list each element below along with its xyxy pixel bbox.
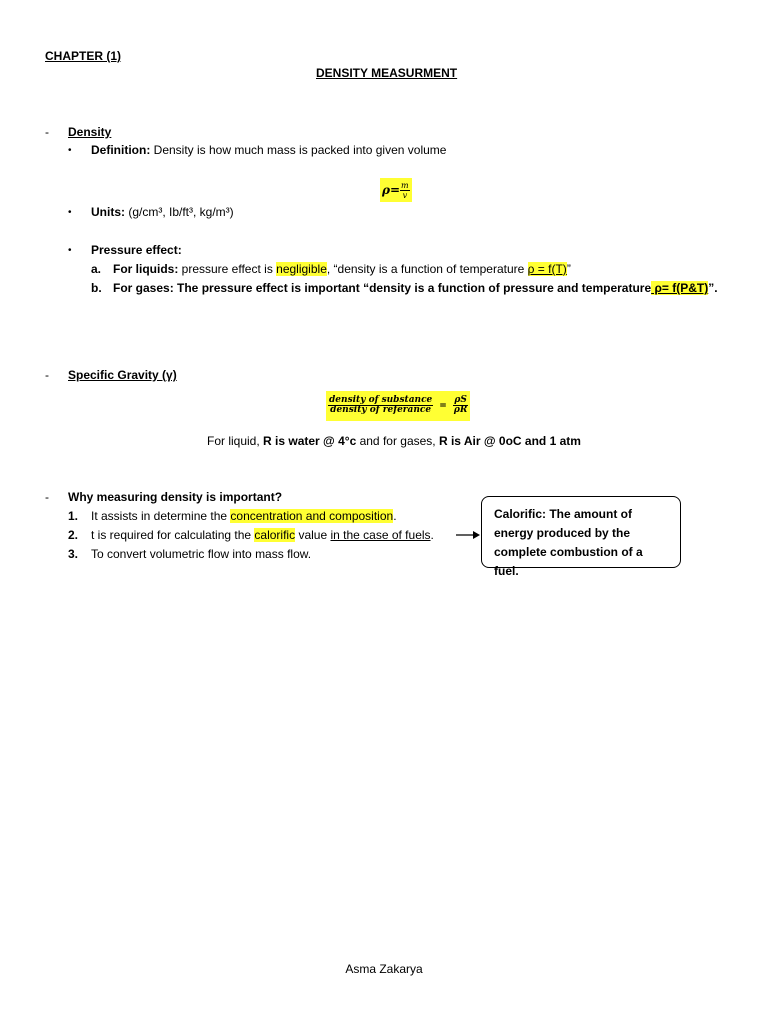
liquids-line: [113, 262, 571, 276]
liquids-formula: ρ = f(T): [527, 262, 567, 276]
sg-denominator: density of referance: [330, 405, 432, 415]
section-dash: -: [45, 125, 49, 139]
liquids-pre: pressure effect is: [178, 262, 277, 276]
bullet-icon: •: [68, 207, 72, 218]
gases-line: [113, 281, 718, 295]
importance-heading: Why measuring density is important?: [68, 490, 283, 504]
item-post: .: [430, 528, 434, 542]
bullet-icon: •: [68, 145, 72, 156]
fuels-underline: in the case of fuels: [330, 528, 431, 542]
liquids-label: For liquids:: [113, 262, 179, 276]
definition-line: [91, 143, 446, 157]
definition-text: Density is how much mass is packed into given volume: [150, 143, 447, 157]
item-post: .: [393, 509, 397, 523]
list-item: [91, 547, 311, 561]
formula-lhs: ρ=: [382, 183, 401, 197]
liquids-mid: , “density is a function of temperature: [326, 262, 528, 276]
note-water: R is water @ 4°c: [263, 434, 357, 448]
list-marker: 3.: [68, 547, 79, 561]
formula-numerator: m: [401, 181, 409, 191]
calorific-highlight: calorific: [254, 528, 296, 542]
composition-highlight: concentration and composition: [230, 509, 394, 523]
specific-gravity-formula: [326, 384, 470, 421]
sg-numerator: density of substance: [329, 395, 433, 405]
page-title: DENSITY MEASURMENT: [316, 66, 458, 80]
negligible-highlight: negligible: [276, 262, 327, 276]
formula-denominator: v: [402, 191, 408, 201]
definition-label: Definition:: [91, 143, 151, 157]
units-label: Units:: [91, 205, 125, 219]
gases-post: ”.: [708, 281, 718, 295]
pressure-effect-label: Pressure effect:: [91, 243, 182, 257]
specific-gravity-heading: Specific Gravity (γ): [68, 368, 177, 382]
item-text: It assists in determine the: [91, 509, 231, 523]
bullet-icon: •: [68, 245, 72, 256]
section-dash: -: [45, 490, 49, 504]
list-marker: a.: [91, 262, 102, 276]
gases-formula: ρ= f(P&T): [651, 281, 709, 295]
sg-rho-s: ρS: [454, 395, 467, 405]
reference-note: [207, 434, 581, 448]
note-mid: and for gases,: [356, 434, 439, 448]
density-formula: [380, 178, 412, 202]
sg-equals: =: [439, 400, 447, 411]
list-marker: b.: [91, 281, 102, 295]
list-marker: 2.: [68, 528, 79, 542]
units-line: [91, 205, 234, 219]
list-item: [91, 509, 397, 523]
item-text: t is required for calculating the: [91, 528, 255, 542]
density-heading: Density: [68, 125, 112, 139]
item-mid: value: [295, 528, 331, 542]
arrow-right-icon: [455, 529, 481, 541]
units-text: (g/cm³, Ib/ft³, kg/m³): [125, 205, 234, 219]
item-text: To convert volumetric flow into mass flow.: [91, 547, 312, 561]
list-item: [91, 528, 434, 542]
liquids-post: ”: [566, 262, 571, 276]
sg-rho-r: ρR: [453, 405, 468, 415]
gases-text: For gases: The pressure effect is important “density is a function of pressure and temperature: [113, 281, 652, 295]
note-pre: For liquid,: [207, 434, 264, 448]
author-footer: Asma Zakarya: [345, 962, 423, 976]
section-dash: -: [45, 368, 49, 382]
list-marker: 1.: [68, 509, 79, 523]
calorific-callout: Calorific: The amount of energy produced by the complete combustion of a fuel.: [481, 496, 681, 568]
note-air: R is Air @ 0oC and 1 atm: [438, 434, 581, 448]
chapter-label: CHAPTER (1): [45, 49, 122, 63]
